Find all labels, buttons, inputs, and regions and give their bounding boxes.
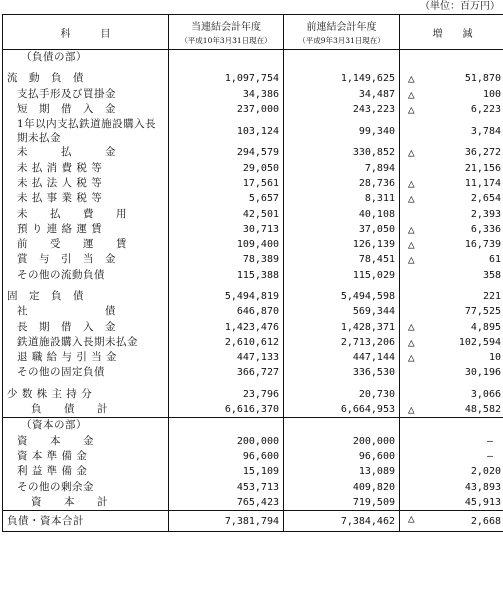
change-value — [400, 335, 503, 350]
change-amount: 61 — [488, 254, 501, 266]
table-row — [3, 387, 503, 402]
change-amount: 358 — [482, 269, 501, 281]
current-value: 646,870 — [169, 304, 284, 319]
table-row — [3, 289, 503, 304]
current-value — [169, 418, 284, 434]
row-label: （資本の部） — [3, 418, 169, 434]
row-label: 鉄道施設購入長期未払金 — [3, 335, 169, 350]
change-value — [400, 222, 503, 237]
previous-value: 7,894 — [284, 160, 400, 175]
row-label: 支払手形及び買掛金 — [3, 87, 169, 102]
table-row — [3, 402, 503, 418]
current-value: 115,388 — [169, 268, 284, 283]
current-value: 30,713 — [169, 222, 284, 237]
previous-value: 409,820 — [284, 479, 400, 494]
current-value: 453,713 — [169, 479, 284, 494]
header-account: 科 目 — [3, 15, 169, 50]
row-label: 前 受 運 賃 — [3, 237, 169, 252]
previous-value — [284, 418, 400, 434]
previous-value: 1,428,371 — [284, 319, 400, 334]
table-row — [3, 350, 503, 365]
change-amount: 2,668 — [470, 515, 501, 527]
previous-value: 5,494,598 — [284, 289, 400, 304]
previous-value: 330,852 — [284, 145, 400, 160]
previous-value: 115,029 — [284, 268, 400, 283]
table-row — [3, 479, 503, 494]
current-value: 1,423,476 — [169, 319, 284, 334]
current-value: 109,400 — [169, 237, 284, 252]
current-value: 103,124 — [169, 117, 284, 145]
change-value — [400, 479, 503, 494]
row-label: 社 債 — [3, 304, 169, 319]
current-value: 6,616,370 — [169, 402, 284, 418]
table-body — [3, 50, 503, 532]
decrease-triangle-icon: △ — [408, 146, 415, 160]
current-value: 200,000 — [169, 434, 284, 449]
change-value — [400, 50, 503, 66]
change-value — [400, 418, 503, 434]
change-value — [400, 87, 503, 102]
change-value — [400, 71, 503, 86]
change-value — [400, 449, 503, 464]
row-label: 未 払 費 用 — [3, 206, 169, 221]
previous-value: 7,384,462 — [284, 511, 400, 532]
current-value — [169, 50, 284, 66]
change-value — [400, 237, 503, 252]
table-row — [3, 495, 503, 511]
table-row — [3, 222, 503, 237]
table-row — [3, 511, 503, 532]
change-amount: ― — [486, 435, 493, 447]
previous-value: 20,730 — [284, 387, 400, 402]
change-value — [400, 252, 503, 267]
change-value — [400, 191, 503, 206]
current-value: 15,109 — [169, 464, 284, 479]
change-amount: 48,582 — [464, 404, 501, 416]
decrease-triangle-icon: △ — [408, 176, 415, 190]
previous-value: 243,223 — [284, 102, 400, 117]
change-value — [400, 350, 503, 365]
change-value — [400, 511, 503, 532]
decrease-triangle-icon: △ — [408, 237, 415, 251]
current-value: 78,389 — [169, 252, 284, 267]
row-label: 資 本 計 — [3, 495, 169, 511]
decrease-triangle-icon: △ — [408, 351, 415, 365]
current-value: 42,501 — [169, 206, 284, 221]
row-label: 預 り 連 絡 運 賃 — [3, 222, 169, 237]
row-label: その他の固定負債 — [3, 365, 169, 380]
table-row — [3, 434, 503, 449]
previous-value: 34,487 — [284, 87, 400, 102]
current-value: 294,579 — [169, 145, 284, 160]
change-amount: 21,156 — [464, 162, 501, 174]
change-amount: 30,196 — [464, 367, 501, 379]
decrease-triangle-icon: △ — [408, 512, 415, 526]
row-label: 1年以内支払鉄道施設購入長期未払金 — [3, 117, 169, 145]
change-amount: 2,020 — [470, 466, 501, 478]
previous-value: 719,509 — [284, 495, 400, 511]
change-value — [400, 289, 503, 304]
row-label: 資 本 金 — [3, 434, 169, 449]
decrease-triangle-icon: △ — [408, 72, 415, 86]
current-value: 2,610,612 — [169, 335, 284, 350]
change-amount: 10 — [488, 352, 501, 364]
change-amount: 45,913 — [464, 496, 501, 508]
table-row — [3, 87, 503, 102]
header-change: 増 減 — [400, 15, 503, 50]
change-value — [400, 387, 503, 402]
table-row — [3, 464, 503, 479]
decrease-triangle-icon: △ — [408, 102, 415, 116]
change-value — [400, 365, 503, 380]
row-label: その他の剰余金 — [3, 479, 169, 494]
change-value — [400, 102, 503, 117]
current-value: 29,050 — [169, 160, 284, 175]
row-label: 短 期 借 入 金 — [3, 102, 169, 117]
previous-value: 336,530 — [284, 365, 400, 380]
decrease-triangle-icon: △ — [408, 222, 415, 236]
current-value: 447,133 — [169, 350, 284, 365]
previous-value: 28,736 — [284, 176, 400, 191]
change-amount: 100 — [482, 88, 501, 100]
table-row — [3, 191, 503, 206]
change-value — [400, 434, 503, 449]
header-previous-year: 前連結会計年度 （平成9年3月31日現在） — [284, 15, 400, 50]
header-row — [3, 15, 503, 50]
change-value — [400, 495, 503, 511]
table-row — [3, 268, 503, 283]
current-value: 366,727 — [169, 365, 284, 380]
change-amount: 51,870 — [464, 73, 501, 85]
previous-value: 40,108 — [284, 206, 400, 221]
decrease-triangle-icon: △ — [408, 192, 415, 206]
table-row — [3, 71, 503, 86]
change-value — [400, 268, 503, 283]
unit-note: （単位：百万円） — [420, 1, 500, 12]
current-value: 5,494,819 — [169, 289, 284, 304]
current-value: 23,796 — [169, 387, 284, 402]
previous-value: 37,050 — [284, 222, 400, 237]
table-row — [3, 160, 503, 175]
previous-value: 78,451 — [284, 252, 400, 267]
row-label: 固 定 負 債 — [3, 289, 169, 304]
change-amount: 16,739 — [464, 239, 501, 251]
previous-value — [284, 50, 400, 66]
row-label: 流 動 負 債 — [3, 71, 169, 86]
current-value: 96,600 — [169, 449, 284, 464]
current-value: 34,386 — [169, 87, 284, 102]
row-label: 未 払 消 費 税 等 — [3, 160, 169, 175]
row-label: （負債の部） — [3, 50, 169, 66]
change-amount: 4,895 — [470, 321, 501, 333]
decrease-triangle-icon: △ — [408, 253, 415, 267]
row-label: 賞 与 引 当 金 — [3, 252, 169, 267]
table-row — [3, 304, 503, 319]
previous-value: 99,340 — [284, 117, 400, 145]
change-amount: 3,066 — [470, 388, 501, 400]
change-amount: 43,893 — [464, 481, 501, 493]
previous-value: 1,149,625 — [284, 71, 400, 86]
row-label: 未 払 法 人 税 等 — [3, 176, 169, 191]
row-label: 少 数 株 主 持 分 — [3, 387, 169, 402]
table-row — [3, 449, 503, 464]
change-value — [400, 319, 503, 334]
decrease-triangle-icon: △ — [408, 402, 415, 416]
table-row — [3, 365, 503, 380]
header-current-year: 当連結会計年度 （平成10年3月31日現在） — [169, 15, 284, 50]
previous-value: 447,144 — [284, 350, 400, 365]
previous-value: 200,000 — [284, 434, 400, 449]
table-row — [3, 117, 503, 145]
change-amount: 36,272 — [464, 147, 501, 159]
row-label: 資 本 準 備 金 — [3, 449, 169, 464]
change-amount: 2,393 — [470, 208, 501, 220]
row-label: 負 債 計 — [3, 402, 169, 418]
previous-value: 6,664,953 — [284, 402, 400, 418]
change-amount: 6,336 — [470, 223, 501, 235]
current-value: 7,381,794 — [169, 511, 284, 532]
table-row — [3, 206, 503, 221]
table-row — [3, 176, 503, 191]
table-row — [3, 102, 503, 117]
row-label: 利 益 準 備 金 — [3, 464, 169, 479]
change-amount: 221 — [482, 291, 501, 302]
change-value — [400, 402, 503, 418]
row-label: 未 払 金 — [3, 145, 169, 160]
change-amount: 102,594 — [458, 336, 501, 348]
table-row — [3, 418, 503, 434]
change-amount: 6,223 — [470, 104, 501, 116]
balance-sheet-table — [2, 14, 503, 532]
table-row — [3, 237, 503, 252]
decrease-triangle-icon: △ — [408, 320, 415, 334]
table-row — [3, 145, 503, 160]
row-label: 長 期 借 入 金 — [3, 319, 169, 334]
table-row — [3, 335, 503, 350]
previous-value: 13,089 — [284, 464, 400, 479]
change-amount: 3,784 — [470, 125, 501, 137]
change-value — [400, 117, 503, 145]
previous-value: 126,139 — [284, 237, 400, 252]
change-value — [400, 206, 503, 221]
current-value: 237,000 — [169, 102, 284, 117]
current-value: 765,423 — [169, 495, 284, 511]
change-amount: 77,525 — [464, 306, 501, 318]
change-value — [400, 304, 503, 319]
change-value — [400, 176, 503, 191]
table-row — [3, 50, 503, 66]
change-amount: 11,174 — [464, 177, 501, 189]
previous-value: 96,600 — [284, 449, 400, 464]
change-amount: ― — [486, 450, 493, 462]
table-row — [3, 319, 503, 334]
previous-value: 2,713,206 — [284, 335, 400, 350]
current-value: 17,561 — [169, 176, 284, 191]
change-amount: 2,654 — [470, 193, 501, 205]
row-label: 未 払 事 業 税 等 — [3, 191, 169, 206]
current-value: 5,657 — [169, 191, 284, 206]
change-value — [400, 464, 503, 479]
current-value: 1,097,754 — [169, 71, 284, 86]
change-value — [400, 145, 503, 160]
row-label: その他の流動負債 — [3, 268, 169, 283]
previous-value: 8,311 — [284, 191, 400, 206]
row-label: 退 職 給 与 引 当 金 — [3, 350, 169, 365]
change-value — [400, 160, 503, 175]
decrease-triangle-icon: △ — [408, 87, 415, 101]
row-label: 負債・資本合計 — [3, 511, 169, 532]
decrease-triangle-icon: △ — [408, 335, 415, 349]
table-row — [3, 252, 503, 267]
previous-value: 569,344 — [284, 304, 400, 319]
